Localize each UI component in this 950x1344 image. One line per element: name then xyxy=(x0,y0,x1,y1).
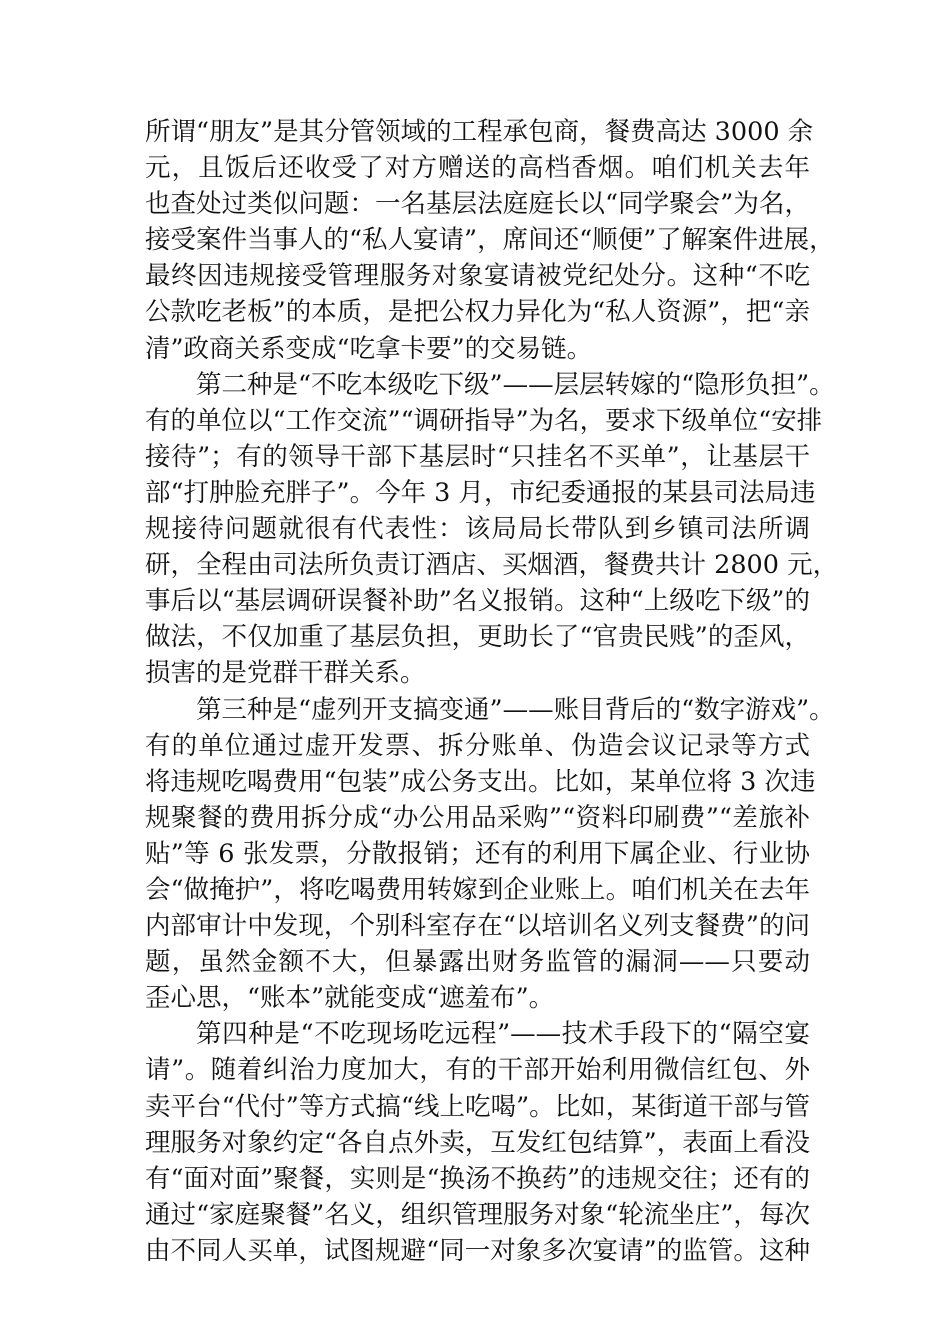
text-line: 有的单位通过虚开发票、拆分账单、伪造会议记录等方式 xyxy=(145,730,810,761)
text-line: 事后以“基层调研误餐补助”名义报销。这种“上级吃下级”的 xyxy=(145,586,810,617)
text-line: 有“面对面”聚餐，实则是“换汤不换药”的违规交往；还有的 xyxy=(145,1163,810,1194)
text-line: 部“打肿脸充胖子”。今年 3 月，市纪委通报的某县司法局违 xyxy=(145,477,816,508)
text-line: 通过“家庭聚餐”名义，组织管理服务对象“轮流坐庄”，每次 xyxy=(145,1199,810,1230)
text-line: 贴”等 6 张发票，分散报销；还有的利用下属企业、行业协 xyxy=(145,838,810,869)
text-line: 将违规吃喝费用“包装”成公务支出。比如，某单位将 3 次违 xyxy=(145,766,816,797)
text-line: 请”。随着纠治力度加大，有的干部开始利用微信红包、外 xyxy=(145,1055,810,1086)
text-line: 所谓“朋友”是其分管领域的工程承包商，餐费高达 3000 余 xyxy=(145,117,814,147)
paragraph-start-line: 第二种是“不吃本级吃下级”——层层转嫁的“隐形负担”。 xyxy=(196,369,835,400)
text-line: 歪心思，“账本”就能变成“遮羞布”。 xyxy=(145,983,555,1014)
body-text xyxy=(145,114,839,1269)
text-line: 规接待问题就很有代表性：该局局长带队到乡镇司法所调 xyxy=(145,514,810,545)
paragraph-start-line: 第四种是“不吃现场吃远程”——技术手段下的“隔空宴 xyxy=(196,1019,810,1050)
text-line: 有的单位以“工作交流”“调研指导”为名，要求下级单位“安排 xyxy=(145,405,823,436)
text-line: 内部审计中发现，个别科室存在“以培训名义列支餐费”的问 xyxy=(145,911,810,942)
text-line: 接待”；有的领导干部下基层时“只挂名不买单”，让基层干 xyxy=(145,441,810,472)
text-line: 公款吃老板”的本质，是把公权力异化为“私人资源”，把“亲 xyxy=(145,297,810,328)
text-line: 最终因违规接受管理服务对象宴请被党纪处分。这种“不吃 xyxy=(145,261,810,292)
text-line: 理服务对象约定“各自点外卖，互发红包结算”，表面上看没 xyxy=(145,1127,810,1158)
text-line: 清”政商关系变成“吃拿卡要”的交易链。 xyxy=(145,333,593,364)
text-line: 也查处过类似问题：一名基层法庭庭长以“同学聚会”为名， xyxy=(145,189,810,220)
text-line: 会“做掩护”，将吃喝费用转嫁到企业账上。咱们机关在去年 xyxy=(145,874,810,905)
text-line: 研，全程由司法所负责订酒店、买烟酒，餐费共计 2800 元， xyxy=(145,550,839,581)
text-line: 由不同人买单，试图规避“同一对象多次宴请”的监管。这种 xyxy=(145,1235,810,1266)
text-line: 做法，不仅加重了基层负担，更助长了“官贵民贱”的歪风， xyxy=(145,622,810,653)
text-line: 规聚餐的费用拆分成“办公用品采购”“资料印刷费”“差旅补 xyxy=(145,802,810,833)
text-line: 损害的是党群干群关系。 xyxy=(145,658,426,689)
paragraph-start-line: 第三种是“虚列开支搞变通”——账目背后的“数字游戏”。 xyxy=(196,694,835,725)
text-line: 接受案件当事人的“私人宴请”，席间还“顺便”了解案件进展， xyxy=(145,225,835,256)
text-line: 题，虽然金额不大，但暴露出财务监管的漏洞——只要动 xyxy=(145,947,810,978)
text-line: 卖平台“代付”等方式搞“线上吃喝”。比如，某街道干部与管 xyxy=(145,1091,810,1122)
text-line: 元，且饭后还收受了对方赠送的高档香烟。咱们机关去年 xyxy=(145,153,810,184)
